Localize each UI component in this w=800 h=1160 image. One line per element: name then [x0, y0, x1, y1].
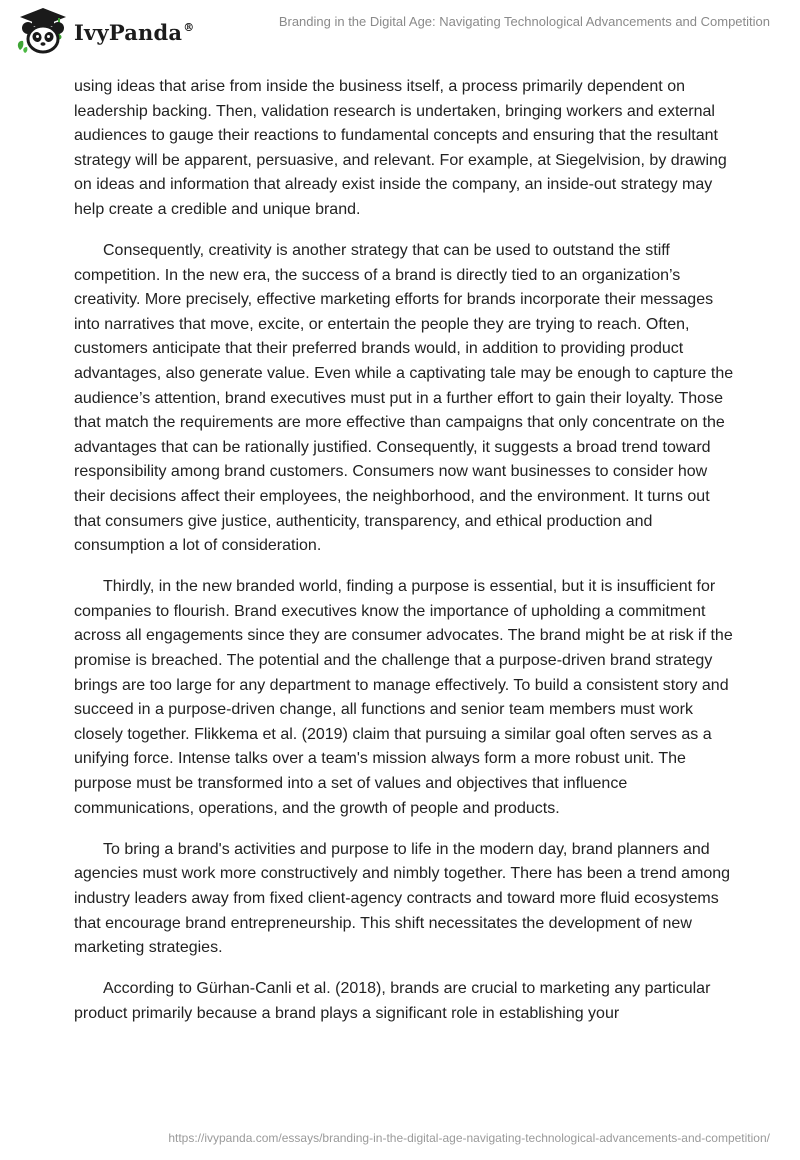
- document-title: Branding in the Digital Age: Navigating Technological Advancements and Competition: [278, 14, 770, 29]
- paragraph-3: Thirdly, in the new branded world, finding a purpose is essential, but it is insufficient for companies to flourish. Brand executives know the importance of upholding a commitment across all engagements since they are consumer advocates. The brand might be at risk if the promise is breached. The potential and the challenge that a purpose-driven brand strategy brings are too large for any department to manage effectively. To build a consistent story and succeed in a purpose-driven change, all functions and senior team members must work closely together. Flikkema et al. (2019) claim that pursuing a similar goal often serves as a unifying force. Intense talks over a team's mission always form a more robust unit. The purpose must be transformed into a set of values and objectives that influence communications, operations, and the growth of people and products.: [74, 578, 733, 817]
- registered-mark: ®: [183, 20, 195, 34]
- paragraph-4: To bring a brand's activities and purpose to life in the modern day, brand planners and agencies must work more constructively and nimbly together. There has been a trend among industry leaders away from fixed client-agency contracts and toward more fluid ecosystems that encourage brand entrepreneurship. This shift necessitates the development of new marketing strategies.: [74, 840, 731, 957]
- logo-text: IvyPanda: [74, 19, 183, 45]
- paragraph-1: using ideas that arise from inside the business itself, a process primarily dependent on leadership backing. Then, validation research is undertaken, bringing workers and external audiences to gauge their reactions to fundamental concepts and ensuring that the resultant strategy will be apparent, persuasive, and relevant. For example, at Siegelvision, by drawing on ideas and information that already exist inside the company, an inside-out strategy may help create a credible and unique brand.: [74, 78, 727, 218]
- paragraph-5: According to Gürhan-Canli et al. (2018), brands are crucial to marketing any particular product primarily because a brand plays a significant role in establishing your: [74, 980, 711, 1022]
- source-url[interactable]: https://ivypanda.com/essays/branding-in-the-digital-age-navigating-technological-advancements-and-competition/: [168, 1131, 770, 1145]
- paragraph-2: Consequently, creativity is another strategy that can be used to outstand the stiff competition. In the new era, the success of a brand is directly tied to an organization’s creativity. More precisely, effective marketing efforts for brands incorporate their messages into narratives that move, excite, or entertain the people they are trying to reach. Often, customers anticipate that their preferred brands would, in addition to providing product advantages, also generate value. Even while a captivating tale may be enough to capture the audience’s attention, brand executives must put in a further effort to gain their loyalty. Those that match the requirements are more effective than campaigns that only concentrate on the advantages that can be rationally justified. Consequently, it suggests a broad trend toward responsibility among brand customers. Consumers now want businesses to consider how their decisions affect their employees, the neighborhood, and the environment. It turns out that consumers give justice, authenticity, transparency, and ethical production and consumption a lot of consideration.: [74, 242, 734, 555]
- ivypanda-logo[interactable]: [14, 6, 194, 56]
- essay-body: [74, 75, 734, 1043]
- page-header: [0, 0, 800, 62]
- panda-graduate-icon: [14, 6, 72, 56]
- logo-wordmark: [74, 20, 194, 45]
